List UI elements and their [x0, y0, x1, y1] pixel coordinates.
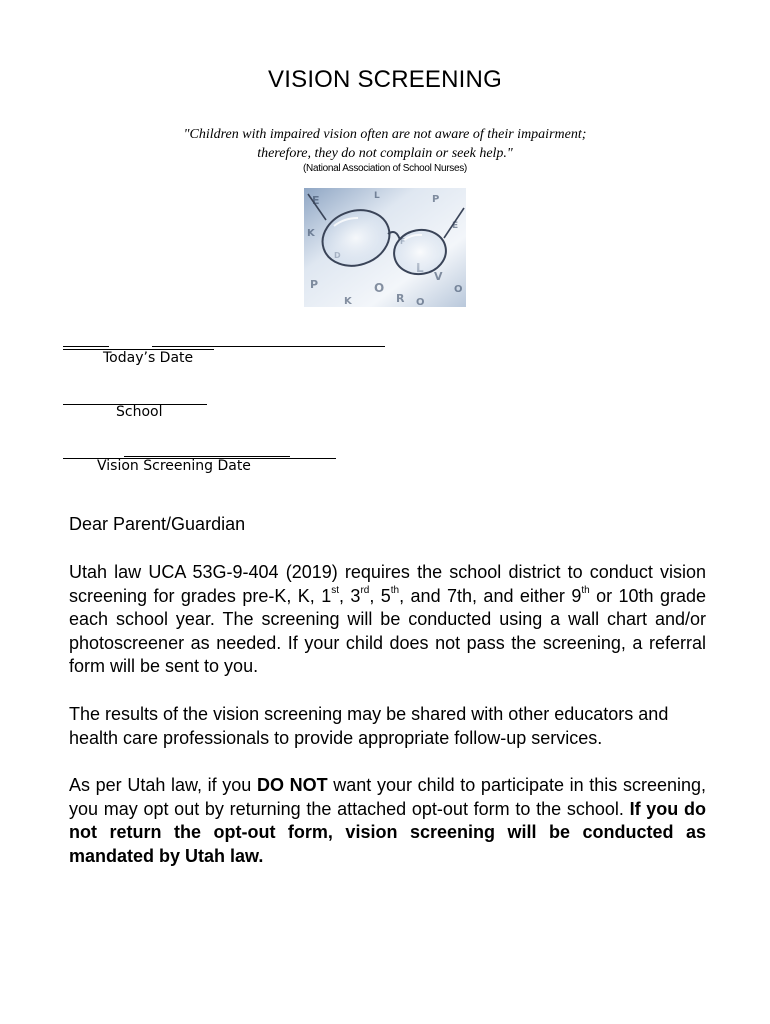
p1-text-comma2: , 5 [369, 585, 391, 606]
p3-text-a: As per Utah law, if you [69, 775, 257, 795]
todays-date-label: Today’s Date [103, 350, 194, 366]
svg-text:K: K [344, 296, 352, 307]
p3-text-b: want your child to participate in this screening, you may opt out by returning the attached opt-out form to the school. [69, 775, 706, 819]
p1-text-comma1: , 3 [339, 585, 361, 606]
svg-text:O: O [416, 297, 425, 307]
svg-text:P: P [432, 194, 440, 205]
todays-date-line-a [63, 346, 109, 347]
p1-sup-th-1: th [390, 584, 400, 596]
letter-greeting: Dear Parent/Guardian [69, 514, 246, 534]
letter-paragraph-2: The results of the vision screening may be shared with other educators and health care professionals to provide appropriate follow-up services. [69, 704, 669, 748]
p1-text-b: , and 7th, and either 9 [399, 585, 582, 606]
school-label: School [116, 404, 163, 420]
letter-paragraph-3 [69, 774, 706, 868]
eyeglasses-on-eye-chart-icon [304, 188, 466, 307]
p1-sup-st: st [331, 584, 339, 596]
svg-text:L: L [374, 191, 380, 201]
svg-text:O: O [374, 281, 385, 295]
letter-paragraph-1 [69, 561, 706, 679]
svg-text:E: E [452, 221, 459, 231]
screening-date-label: Vision Screening Date [97, 458, 251, 474]
svg-text:R: R [396, 292, 405, 305]
svg-text:K: K [307, 228, 315, 239]
p1-sup-th-2: th [581, 584, 590, 596]
quote-attribution: (National Association of School Nurses) [303, 163, 467, 174]
svg-text:O: O [454, 284, 463, 295]
p3-bold-mandate: If you do not return the opt-out form, vision screening will be conducted as mandated by Utah law. [69, 798, 706, 866]
svg-text:P: P [310, 278, 319, 291]
svg-text:E: E [312, 194, 320, 207]
quote-line-2: therefore, they do not complain or seek help." [257, 146, 513, 161]
svg-text:V: V [434, 270, 443, 283]
p1-text-a: Utah law UCA 53G-9-404 (2019) requires the school district to conduct vision screening for grades pre-K, K, 1 [69, 562, 706, 606]
todays-date-line-b [152, 346, 385, 347]
p1-text-c: or 10th grade each school year. The screening will be conducted using a wall chart and/or photoscreener as needed. If your child does not pass the screening, a referral form will be sent to you. [69, 585, 707, 677]
page-title: VISION SCREENING [268, 66, 502, 93]
p1-sup-rd: rd [360, 584, 370, 596]
screening-date-line-a [124, 456, 290, 457]
quote-line-1: "Children with impaired vision often are not aware of their impairment; [183, 127, 587, 142]
p3-bold-do-not: DO NOT [256, 775, 328, 795]
